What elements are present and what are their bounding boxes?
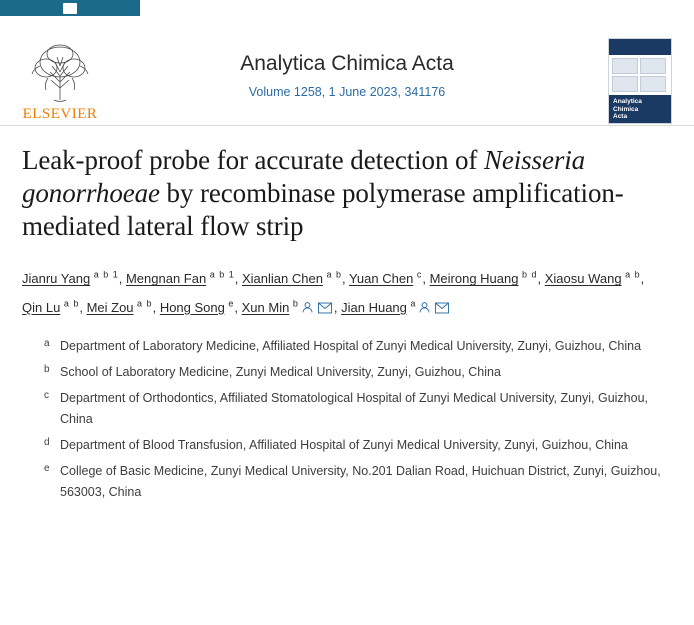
- cover-top-band: [609, 39, 671, 55]
- elsevier-logo[interactable]: [18, 42, 102, 123]
- affiliation-list: [22, 336, 672, 503]
- affiliation-item: [44, 336, 672, 357]
- article-title: [22, 144, 672, 243]
- author-entry: [430, 271, 542, 286]
- author-entry: [160, 300, 238, 315]
- journal-header: [0, 16, 694, 126]
- author-name-link[interactable]: Yuan Chen: [348, 271, 414, 287]
- author-separator: ,: [341, 271, 346, 287]
- cover-title-line-1: Analytica: [613, 98, 642, 105]
- author-entry: [87, 300, 157, 315]
- affiliation-text: Department of Laboratory Medicine, Affiliated Hospital of Zunyi Medical University, Zunyi, Guizhou, China: [60, 338, 642, 353]
- browser-tab-bar: [0, 0, 694, 16]
- author-separator: ,: [537, 271, 542, 287]
- author-name-link[interactable]: Xun Min: [241, 299, 290, 315]
- affiliation-marker: d: [44, 436, 50, 448]
- affiliation-text: College of Basic Medicine, Zunyi Medical University, No.201 Dalian Road, Huichuan District, Zunyi, Guizhou, 563003, China: [60, 463, 661, 499]
- author-profile-icon[interactable]: [301, 301, 314, 314]
- author-entry: [545, 271, 644, 286]
- author-entry: [341, 300, 451, 315]
- author-entry: [22, 300, 83, 315]
- author-name-link[interactable]: Xianlian Chen: [241, 271, 323, 287]
- article-title-part1: Leak-proof probe for accurate detection of: [22, 145, 484, 175]
- affiliation-marker: e: [44, 462, 50, 474]
- author-email-icon[interactable]: [435, 302, 449, 314]
- cover-cell: [612, 58, 638, 74]
- document-icon: [63, 3, 77, 14]
- author-affiliation-marker: b d: [518, 270, 538, 280]
- elsevier-tree-icon: [24, 42, 96, 104]
- affiliation-item: [44, 435, 672, 456]
- author-affiliation-marker: a b 1: [90, 270, 119, 280]
- author-separator: ,: [79, 299, 83, 315]
- author-affiliation-marker: c: [413, 270, 423, 280]
- author-name-link[interactable]: Jianru Yang: [22, 271, 91, 287]
- affiliation-marker: c: [44, 389, 49, 401]
- affiliation-item: [44, 388, 672, 430]
- cover-cell: [612, 76, 638, 92]
- article-block: [0, 126, 694, 503]
- author-separator: ,: [640, 271, 645, 287]
- author-separator: ,: [422, 271, 426, 287]
- author-entry: [22, 271, 122, 286]
- author-email-icon[interactable]: [318, 302, 332, 314]
- author-affiliation-marker: a b: [322, 270, 342, 280]
- affiliation-marker: a: [44, 337, 50, 349]
- article-title-italic-species: Neisseria gonorrhoeae: [22, 145, 586, 208]
- journal-cover-thumbnail[interactable]: [608, 38, 672, 124]
- cover-cell: [640, 58, 666, 74]
- elsevier-wordmark: ELSEVIER: [22, 106, 98, 122]
- author-list: [22, 263, 672, 320]
- author-separator: ,: [333, 299, 338, 315]
- affiliation-item: [44, 461, 672, 503]
- author-affiliation-marker: a: [406, 298, 417, 309]
- author-entry: [349, 271, 426, 286]
- author-entry: [242, 300, 338, 315]
- cover-cell: [640, 76, 666, 92]
- author-name-link[interactable]: Mengnan Fan: [125, 271, 207, 287]
- cover-illustration: [609, 55, 671, 95]
- cover-title-line-2: Chimica: [613, 105, 639, 113]
- author-affiliation-marker: a b: [621, 270, 641, 280]
- author-affiliation-marker: b: [289, 298, 299, 309]
- author-name-link[interactable]: Mei Zou: [86, 299, 134, 315]
- browser-tab-active[interactable]: [0, 0, 140, 16]
- author-affiliation-marker: e: [224, 298, 235, 309]
- author-name-link[interactable]: Xiaosu Wang: [544, 271, 622, 287]
- author-separator: ,: [152, 299, 157, 315]
- journal-volume-line[interactable]: Volume 1258, 1 June 2023, 341176: [248, 85, 446, 99]
- cover-title-line-3: Acta: [613, 113, 628, 120]
- author-name-link[interactable]: Meirong Huang: [429, 271, 519, 287]
- affiliation-text: Department of Blood Transfusion, Affiliated Hospital of Zunyi Medical University, Zunyi, Guizhou, China: [60, 437, 628, 452]
- affiliation-text: School of Laboratory Medicine, Zunyi Medical University, Zunyi, Guizhou, China: [60, 364, 501, 379]
- cover-title-block: [609, 95, 671, 124]
- author-entry: [242, 271, 346, 286]
- author-entry: [126, 271, 238, 286]
- author-affiliation-marker: a b 1: [206, 270, 235, 280]
- author-separator: ,: [118, 271, 123, 287]
- author-affiliation-marker: a b: [133, 298, 153, 309]
- journal-title[interactable]: Analytica Chimica Acta: [240, 52, 454, 75]
- article-title-part2: by recombinase polymerase amplification-mediated lateral flow strip: [22, 178, 624, 241]
- author-profile-icon[interactable]: [418, 301, 431, 314]
- author-name-link[interactable]: Jian Huang: [341, 299, 407, 315]
- affiliation-text: Department of Orthodontics, Affiliated Stomatological Hospital of Zunyi Medical University, Zunyi, Guizhou, China: [60, 390, 649, 426]
- author-separator: ,: [234, 271, 239, 287]
- affiliation-item: [44, 362, 672, 383]
- author-affiliation-marker: a b: [60, 298, 80, 309]
- affiliation-marker: b: [44, 363, 50, 375]
- author-separator: ,: [234, 299, 239, 315]
- author-name-link[interactable]: Hong Song: [159, 299, 225, 315]
- author-name-link[interactable]: Qin Lu: [22, 299, 61, 315]
- journal-center-block: [24, 30, 670, 99]
